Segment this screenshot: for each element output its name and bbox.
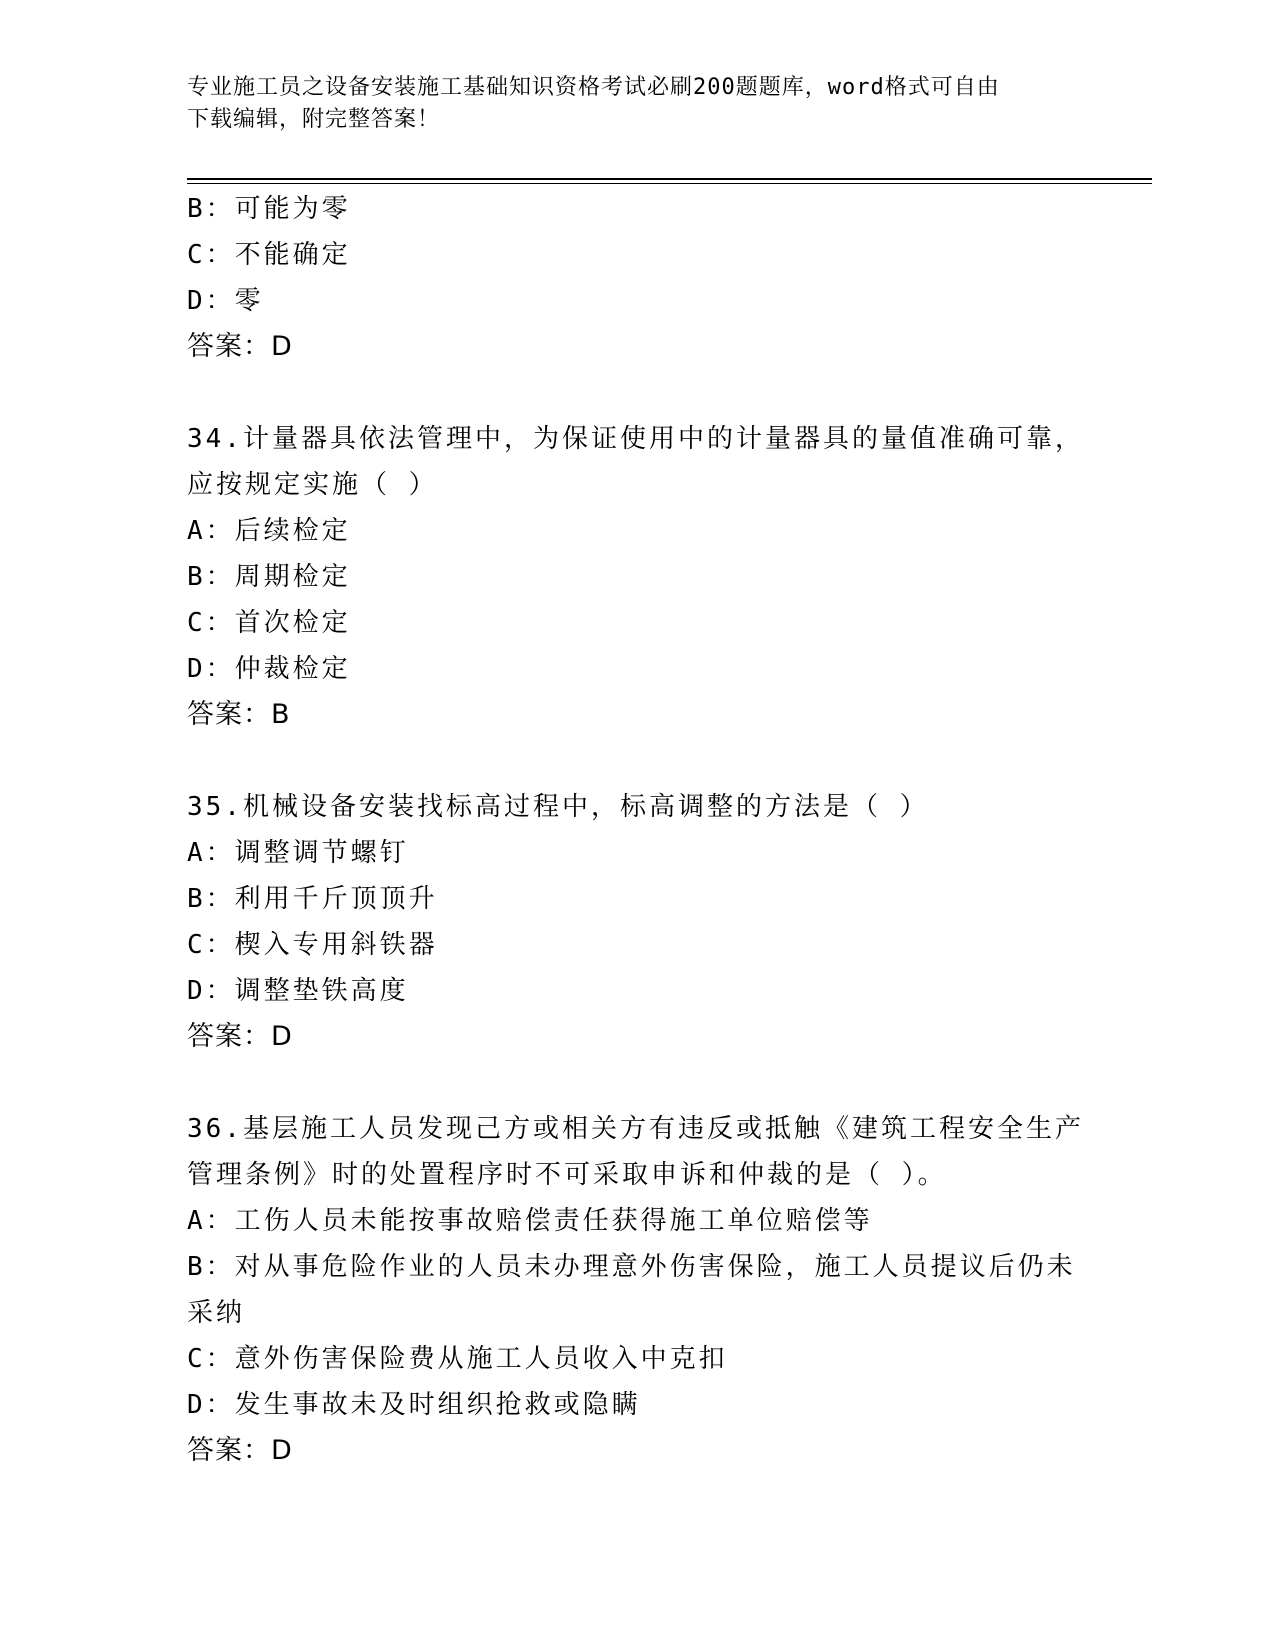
option-d: D：发生事故未及时组织抢救或隐瞒 — [187, 1390, 641, 1420]
option-d: D：调整垫铁高度 — [187, 976, 409, 1006]
answer-line: 答案：D — [187, 1021, 293, 1052]
option-d: D：仲裁检定 — [187, 654, 351, 684]
header-line-2: 下载编辑，附完整答案！ — [187, 107, 441, 132]
question-stem: 36.基层施工人员发现己方或相关方有违反或抵触《建筑工程安全生产 — [187, 1114, 1084, 1144]
question-stem: 35.机械设备安装找标高过程中，标高调整的方法是（ ） — [187, 792, 929, 822]
header-rule-thick — [187, 178, 1152, 180]
option-b: B：利用千斤顶顶升 — [187, 884, 438, 914]
option-b-cont: 采纳 — [187, 1298, 246, 1328]
spacer — [187, 1060, 1087, 1106]
header-line-1: 专业施工员之设备安装施工基础知识资格考试必刷200题题库，word格式可自由 — [187, 75, 1000, 100]
option-c: C：意外伤害保险费从施工人员收入中克扣 — [187, 1344, 728, 1374]
option-b: B：对从事危险作业的人员未办理意外伤害保险，施工人员提议后仍未 — [187, 1252, 1076, 1282]
question-stem-cont: 应按规定实施（ ） — [187, 470, 438, 500]
option-c: C：楔入专用斜铁器 — [187, 930, 438, 960]
option-d: D：零 — [187, 286, 264, 316]
option-a: A：调整调节螺钉 — [187, 838, 409, 868]
question-33-continued — [187, 186, 1087, 370]
answer-line: 答案：B — [187, 699, 291, 730]
spacer — [187, 738, 1087, 784]
answer-line: 答案：D — [187, 331, 293, 362]
question-content — [187, 186, 1087, 1474]
document-header — [187, 72, 1067, 136]
header-rule-thin — [187, 183, 1152, 184]
question-stem-cont: 管理条例》时的处置程序时不可采取申诉和仲裁的是（ ）。 — [187, 1160, 947, 1190]
option-b: B：周期检定 — [187, 562, 351, 592]
question-34 — [187, 416, 1087, 738]
option-c: C：首次检定 — [187, 608, 351, 638]
question-35 — [187, 784, 1087, 1060]
option-b: B：可能为零 — [187, 194, 351, 224]
option-a: A：工伤人员未能按事故赔偿责任获得施工单位赔偿等 — [187, 1206, 873, 1236]
question-stem: 34.计量器具依法管理中，为保证使用中的计量器具的量值准确可靠， — [187, 424, 1084, 454]
spacer — [187, 370, 1087, 416]
option-c: C：不能确定 — [187, 240, 351, 270]
option-a: A：后续检定 — [187, 516, 351, 546]
question-36 — [187, 1106, 1087, 1474]
answer-line: 答案：D — [187, 1435, 293, 1466]
